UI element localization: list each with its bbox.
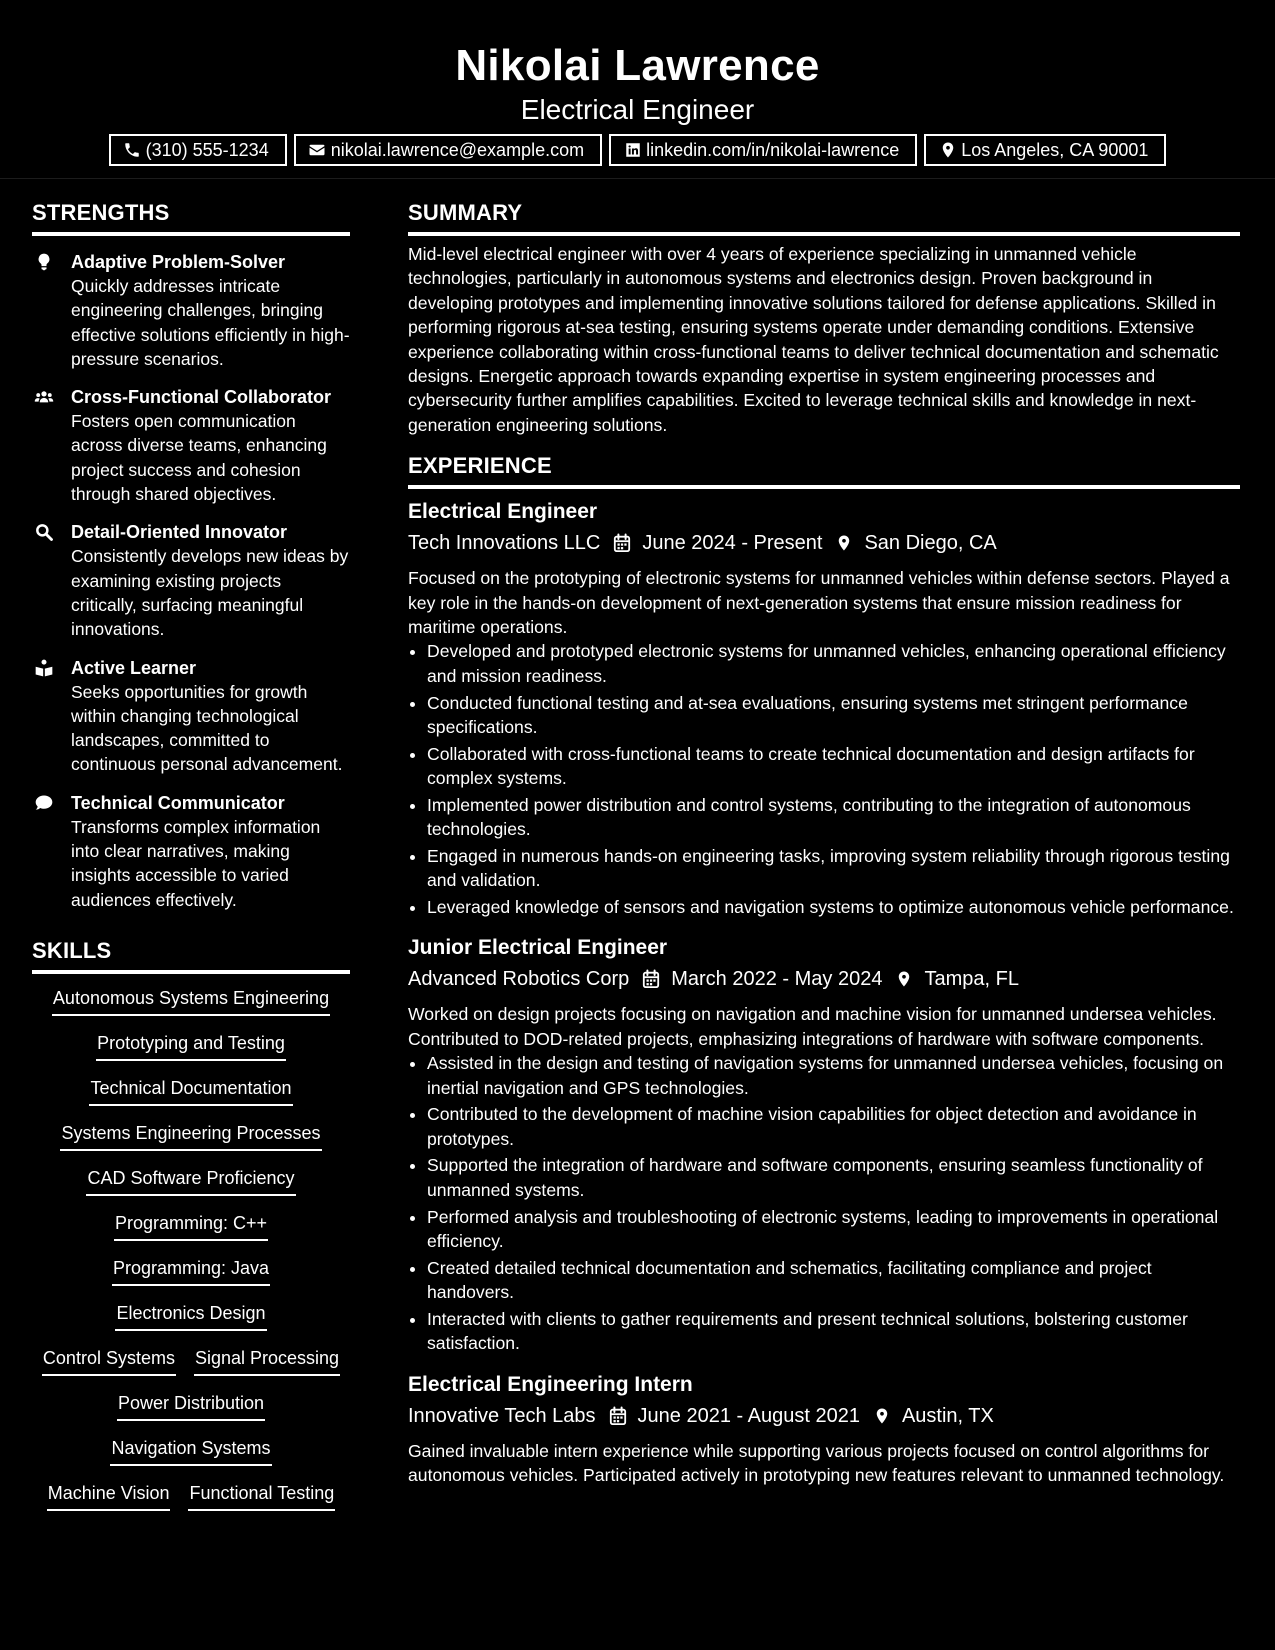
contact-location[interactable] [924, 134, 1166, 166]
skill-tag: CAD Software Proficiency [86, 1166, 295, 1196]
strength-title: Cross-Functional Collaborator [71, 387, 332, 408]
job-location: San Diego, CA [864, 532, 997, 555]
skill-tag: Prototyping and Testing [96, 1031, 286, 1061]
skill-tag: Programming: Java [112, 1256, 270, 1286]
strength-description: Transforms complex information into clear narratives, making insights accessible to varied audiences effectively. [71, 816, 321, 910]
strength-title: Detail-Oriented Innovator [71, 522, 288, 543]
strength-title: Technical Communicator [71, 792, 285, 813]
calendar-icon [612, 533, 632, 553]
contact-bar [0, 134, 1275, 166]
candidate-role: Electrical Engineer [520, 94, 755, 125]
users-icon [32, 387, 56, 407]
book-reader-icon [32, 658, 56, 678]
job-company: Innovative Tech Labs [408, 1404, 596, 1427]
strength-description: Fosters open communication across diverse teams, enhancing project success and cohesion through shared objectives. [71, 411, 327, 505]
phone-icon [123, 141, 142, 160]
contact-phone-text: (310) 555-1234 [145, 139, 269, 160]
map-pin-icon [894, 969, 914, 989]
job-meta [408, 1401, 1240, 1431]
skills-list [32, 986, 350, 1526]
calendar-icon [608, 1406, 628, 1426]
strength-item [32, 385, 350, 506]
linkedin-icon [623, 141, 642, 160]
job-bullets [408, 639, 1240, 919]
strength-description: Consistently develops new ideas by examining existing projects critically, surfacing meaningful innovations. [71, 546, 349, 640]
skill-tag: Navigation Systems [110, 1436, 271, 1466]
skill-row [110, 1436, 271, 1481]
job-title: Electrical Engineering Intern [408, 1372, 693, 1396]
comment-icon [32, 793, 56, 813]
job-company: Advanced Robotics Corp [408, 968, 630, 991]
strength-item [32, 520, 350, 641]
job-company: Tech Innovations LLC [408, 532, 601, 555]
job-bullet: • Assisted in the design and testing of navigation systems for unmanned undersea vehicles, focusing on inertial navigation and GPS technologies. [427, 1051, 1240, 1100]
skill-tag: Signal Processing [194, 1346, 340, 1376]
skill-row [89, 1076, 292, 1121]
job-bullet: • Implemented power distribution and control systems, contributing to the integration of autonomous technologies. [427, 793, 1240, 842]
job-bullet: • Supported the integration of hardware and software components, ensuring seamless functionality of unmanned systems. [427, 1153, 1240, 1202]
envelope-icon [308, 141, 327, 160]
experience-heading: EXPERIENCE [408, 451, 1240, 489]
resume-header [0, 0, 1275, 179]
map-pin-icon [872, 1406, 892, 1426]
map-pin-icon [834, 533, 854, 553]
skill-row [52, 986, 330, 1031]
skill-tag: Electronics Design [115, 1301, 266, 1331]
strengths-heading: STRENGTHS [32, 198, 350, 236]
job-bullets [408, 1051, 1240, 1355]
strength-description: Quickly addresses intricate engineering challenges, bringing effective solutions efficiently in high-pressure scenarios. [71, 276, 350, 369]
map-pin-icon [938, 141, 957, 160]
job-dates: June 2021 - August 2021 [637, 1404, 860, 1427]
strength-item [32, 656, 350, 777]
skill-tag: Machine Vision [47, 1481, 171, 1511]
contact-linkedin-text: linkedin.com/in/nikolai-lawrence [646, 139, 900, 160]
skills-heading: SKILLS [32, 936, 350, 974]
job-title: Electrical Engineer [408, 500, 598, 524]
summary-text: Mid-level electrical engineer with over 4 years of experience specializing in unmanned vehicle technologies, particularly in autonomous systems and electronics design. Proven background in developing prototypes and implementing innovative solutions tailored for defense applications. Skilled in performing rigorous at-sea testing, ensuring systems operate under demanding conditions. Extensive experience collaborating within cross-functional teams to deliver technical documentation and schematic designs. Energetic approach towards expanding expertise in system engineering processes and cybersecurity further amplifies capabilities. Excited to leverage technical skills and knowledge in next-generation engineering solutions. [408, 244, 1219, 435]
skill-tag: Technical Documentation [89, 1076, 292, 1106]
strength-title: Adaptive Problem-Solver [71, 252, 286, 272]
skill-row [115, 1301, 266, 1346]
candidate-name: Nikolai Lawrence [455, 41, 820, 90]
job-entry [408, 497, 1240, 919]
skill-tag: Control Systems [42, 1346, 176, 1376]
job-bullet: • Conducted functional testing and at-sea evaluations, ensuring systems met stringent performance specifications. [427, 691, 1240, 740]
job-description: Worked on design projects focusing on navigation and machine vision for unmanned undersea vehicles. Contributed to DOD-related projects, emphasizing integrations of hardware with software components. [408, 1004, 1217, 1049]
skill-row [112, 1256, 270, 1301]
strength-description: Seeks opportunities for growth within changing technological landscapes, committed to continuous personal advancement. [71, 681, 343, 775]
job-bullet: • Engaged in numerous hands-on engineering tasks, improving system reliability through rigorous testing and validation. [427, 844, 1240, 893]
job-bullet: • Collaborated with cross-functional teams to create technical documentation and design artifacts for complex systems. [427, 742, 1240, 791]
job-entry [408, 933, 1240, 1355]
job-meta [408, 964, 1240, 994]
skill-row [117, 1391, 265, 1436]
job-dates: June 2024 - Present [642, 532, 823, 555]
skill-tag: Systems Engineering Processes [60, 1121, 321, 1151]
skill-tag: Functional Testing [188, 1481, 335, 1511]
job-bullet: • Created detailed technical documentation and schematics, facilitating compliance and project handovers. [427, 1256, 1240, 1305]
skill-tag: Programming: C++ [114, 1211, 268, 1241]
skill-tag: Autonomous Systems Engineering [52, 986, 330, 1016]
job-description: Gained invaluable intern experience while supporting various projects focused on control algorithms for autonomous vehicles. Participated actively in prototyping new features relevant to unmanned technology. [408, 1440, 1225, 1485]
lightbulb-icon [32, 252, 56, 272]
job-bullet: • Performed analysis and troubleshooting of electronic systems, leading to improvements in operational efficiency. [427, 1205, 1240, 1254]
job-title: Junior Electrical Engineer [408, 936, 668, 960]
contact-email[interactable] [294, 134, 602, 166]
skill-row [86, 1166, 295, 1211]
job-location: Tampa, FL [924, 968, 1019, 991]
skill-row [47, 1481, 336, 1526]
skill-row [60, 1121, 321, 1166]
skill-tag: Power Distribution [117, 1391, 265, 1421]
job-bullet: • Developed and prototyped electronic systems for unmanned vehicles, enhancing operational efficiency and mission readiness. [427, 639, 1240, 688]
calendar-icon [641, 969, 661, 989]
contact-email-text: nikolai.lawrence@example.com [330, 139, 585, 160]
skill-row [96, 1031, 286, 1076]
contact-phone[interactable] [109, 134, 287, 166]
job-bullet: • Interacted with clients to gather requirements and present technical solutions, bolstering customer satisfaction. [427, 1307, 1240, 1356]
contact-location-text: Los Angeles, CA 90001 [961, 139, 1149, 160]
job-entry [408, 1370, 1240, 1488]
strength-title: Active Learner [71, 657, 197, 678]
job-dates: March 2022 - May 2024 [671, 968, 883, 991]
left-column [32, 198, 350, 1526]
strength-item [32, 250, 350, 371]
right-column [408, 198, 1240, 1487]
search-icon [32, 522, 56, 542]
skill-row [42, 1346, 340, 1391]
job-bullet: • Leveraged knowledge of sensors and navigation systems to optimize autonomous vehicle performance. [427, 895, 1240, 919]
job-description: Focused on the prototyping of electronic systems for unmanned vehicles within defense sectors. Played a key role in the hands-on development of next-generation systems that ensure mission readiness for maritime operations. [408, 568, 1230, 638]
contact-linkedin[interactable] [609, 134, 917, 166]
job-meta [408, 528, 1240, 558]
strengths-list [32, 250, 350, 912]
strength-item [32, 791, 350, 912]
job-bullet: • Contributed to the development of machine vision capabilities for object detection and avoidance in prototypes. [427, 1102, 1240, 1151]
skill-row [114, 1211, 268, 1256]
job-location: Austin, TX [901, 1404, 994, 1427]
summary-heading: SUMMARY [408, 198, 1240, 236]
